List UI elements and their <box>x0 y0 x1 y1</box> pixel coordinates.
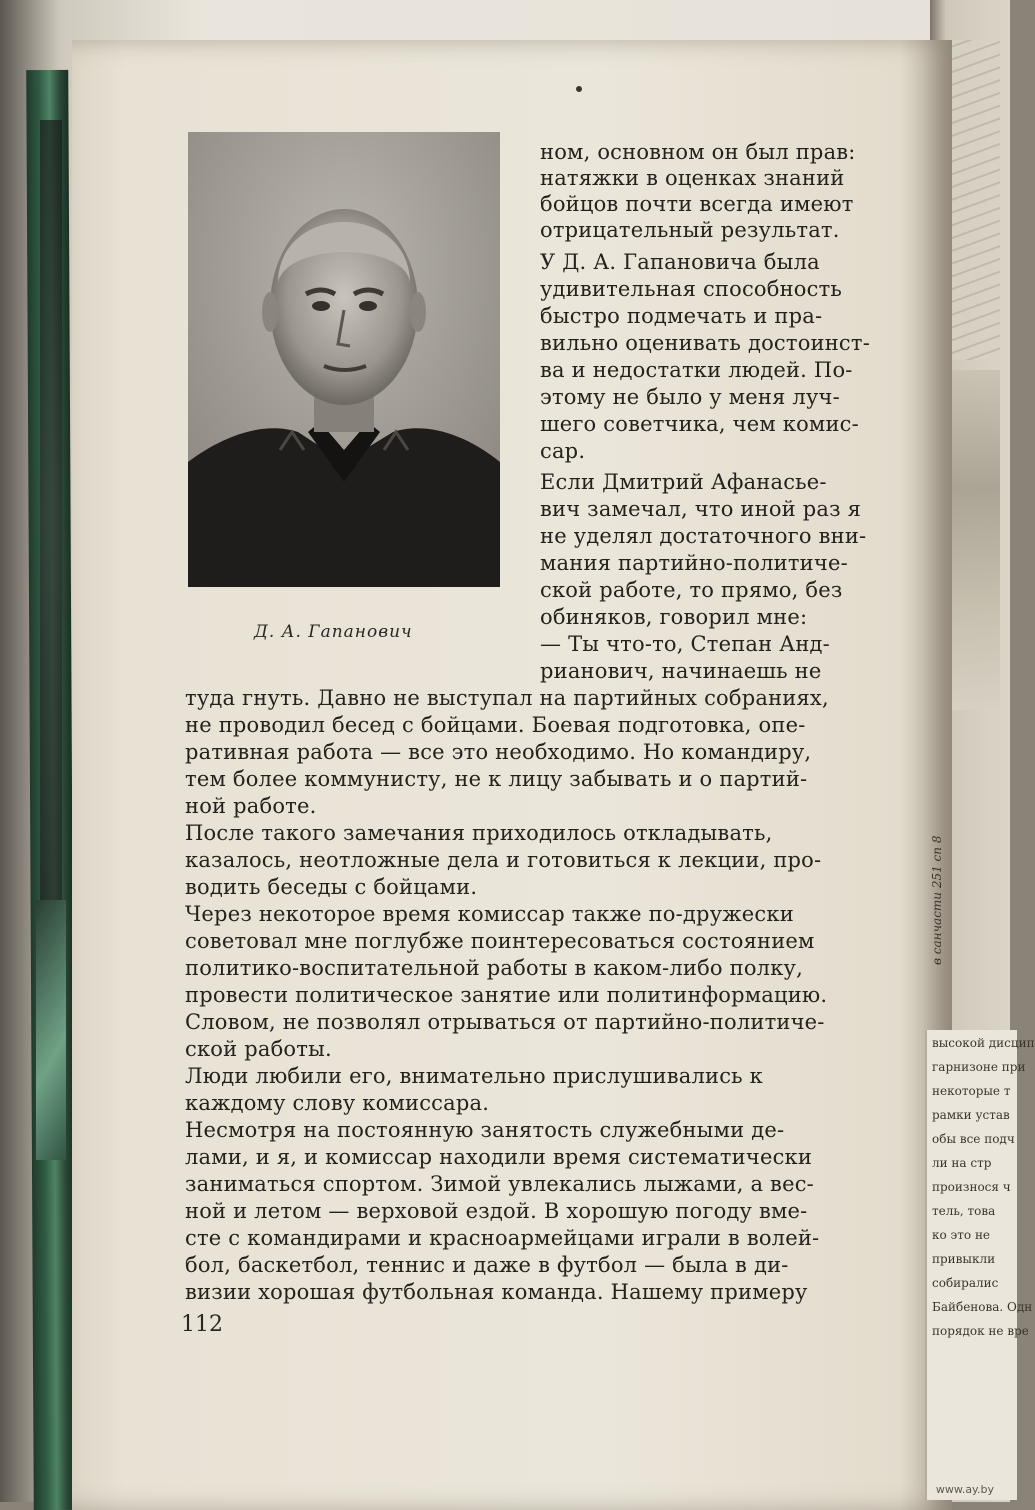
text-line: рианович, начинаешь не <box>540 659 822 683</box>
adjacent-text-fragment: порядок не вре <box>932 1324 1029 1338</box>
text-line: туда гнуть. Давно не выступал на партийных собраниях, <box>185 686 829 710</box>
text-line: После такого замечания приходилось откладывать, <box>185 821 773 845</box>
text-line: ва и недостатки людей. По- <box>540 358 853 382</box>
text-line: Словом, не позволял отрываться от партийно-политиче- <box>185 1010 825 1034</box>
adjacent-text-fragment: некоторые т <box>932 1084 1011 1098</box>
text-line: ной и летом — верховой ездой. В хорошую погоду вме- <box>185 1199 808 1223</box>
text-line: У Д. А. Гапановича была <box>540 250 820 274</box>
adjacent-text-fragment: рамки устав <box>932 1108 1010 1122</box>
adjacent-text-fragment: собиралис <box>932 1276 999 1290</box>
text-line: Несмотря на постоянную занятость служебными де- <box>185 1118 785 1142</box>
text-line: обиняков, говорил мне: <box>540 605 808 629</box>
text-line: ской работе, то прямо, без <box>540 578 843 602</box>
text-line: этому не было у меня луч- <box>540 385 840 409</box>
text-line: лами, и я, и комиссар находили время систематически <box>185 1145 813 1169</box>
text-line: советовал мне поглубже поинтересоваться состоянием <box>185 929 815 953</box>
text-line: ном, основном он был прав: <box>540 140 856 164</box>
text-line: заниматься спортом. Зимой увлекались лыжами, а вес- <box>185 1172 814 1196</box>
text-line: ской работы. <box>185 1037 332 1061</box>
adjacent-text-fragment: ко это не <box>932 1228 991 1242</box>
text-line: вильно оценивать достоинст- <box>540 331 871 355</box>
text-line: водить беседы с бойцами. <box>185 875 478 899</box>
page-number: 112 <box>181 1312 223 1337</box>
text-line: не проводил бесед с бойцами. Боевая подготовка, опе- <box>185 713 806 737</box>
photo-caption: Д. А. Гапанович <box>254 622 413 642</box>
adjacent-text-fragment: ли на стр <box>932 1156 992 1170</box>
text-line: тем более коммунисту, не к лицу забывать и о партий- <box>185 767 808 791</box>
book-cover-stripe-light <box>36 900 66 1160</box>
text-line: — Ты что-то, Степан Анд- <box>540 632 830 656</box>
text-line: не уделял достаточного вни- <box>540 524 867 548</box>
adjacent-text-fragment: обы все подч <box>932 1132 1015 1146</box>
text-line: вич замечал, что иной раз я <box>540 497 862 521</box>
text-line: ративная работа — все это необходимо. Но командиру, <box>185 740 812 764</box>
text-line: каждому слову комиссара. <box>185 1091 490 1115</box>
text-line: удивительная способность <box>540 277 843 301</box>
text-line: сар. <box>540 439 586 463</box>
portrait-drawing <box>188 132 500 587</box>
ink-dot <box>576 86 582 92</box>
text-line: казалось, неотложные дела и готовиться к лекции, про- <box>185 848 822 872</box>
text-line: политико-воспитательной работы в каком-либо полку, <box>185 956 803 980</box>
watermark: www.ay.by <box>935 1483 994 1496</box>
text-line: отрицательный результат. <box>540 218 840 242</box>
text-line: Через некоторое время комиссар также по-дружески <box>185 902 794 926</box>
text-line: бол, баскетбол, теннис и даже в футбол — была в ди- <box>185 1253 789 1277</box>
adjacent-text-fragment: высокой дисцип <box>932 1036 1035 1050</box>
text-line: быстро подмечать и пра- <box>540 304 823 328</box>
adjacent-text-fragment: тель, това <box>932 1204 996 1218</box>
text-line: натяжки в оценках знаний <box>540 166 845 190</box>
adjacent-text-fragment: Байбенова. Одн <box>932 1300 1033 1314</box>
text-line: мания партийно-политиче- <box>540 551 848 575</box>
text-line: визии хорошая футбольная команда. Нашему примеру <box>185 1280 808 1304</box>
text-line: Если Дмитрий Афанасье- <box>540 470 827 494</box>
text-line: бойцов почти всегда имеют <box>540 192 854 216</box>
adjacent-text-fragment: привыкли <box>932 1252 996 1266</box>
text-line: ной работе. <box>185 794 317 818</box>
adjacent-text-fragment: гарнизоне при <box>932 1060 1026 1074</box>
adjacent-page-illustration-top <box>945 40 1000 360</box>
adjacent-caption-fragment: в санчасти 251 сп 8 <box>930 835 944 965</box>
text-line: шего советчика, чем комис- <box>540 412 859 436</box>
adjacent-text-fragment: произнося ч <box>932 1180 1011 1194</box>
text-line: провести политическое занятие или политинформацию. <box>185 983 828 1007</box>
portrait-photo <box>188 132 500 587</box>
text-line: сте с командирами и красноармейцами играли в волей- <box>185 1226 820 1250</box>
text-line: Люди любили его, внимательно прислушивались к <box>185 1064 763 1088</box>
